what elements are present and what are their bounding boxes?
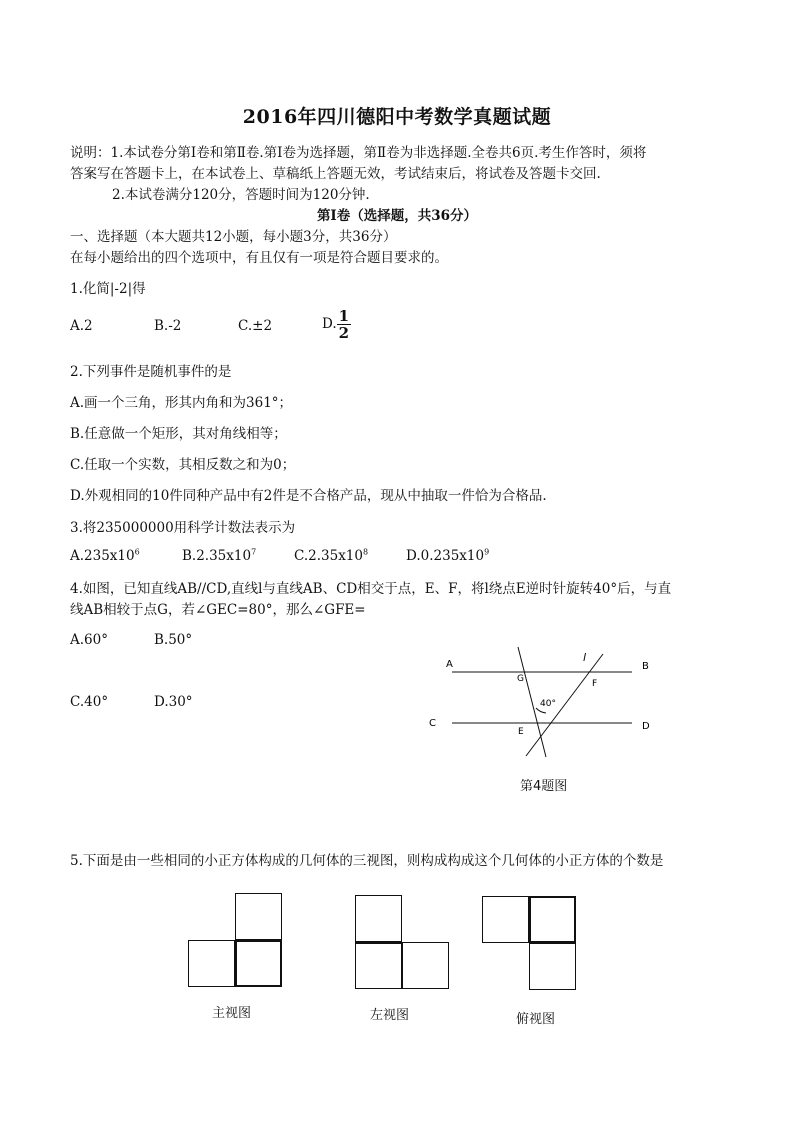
q3-a-base: A.235x10 [70, 548, 135, 564]
q4-stem-line-2: 线AB相较于点G，若∠GEC=80°，那么∠GFE= [70, 602, 366, 618]
left-view-label: 左视图 [370, 1008, 410, 1023]
q4-figure-caption: 第4题图 [520, 779, 568, 794]
q1-stem: 1.化简|-2|得 [70, 281, 146, 297]
label-f: F [592, 679, 598, 689]
label-a: A [446, 659, 453, 670]
angle-label: 40° [540, 699, 556, 709]
q1-option-c: C.±2 [238, 318, 273, 334]
q1-option-a: A.2 [70, 318, 93, 334]
notes-line-2: 答案写在答题卡上，在本试卷上、草稿纸上答题无效，考试结束后，将试卷及答题卡交回. [70, 166, 601, 182]
q1-fraction [337, 308, 351, 341]
q4-option-a: A.60° [70, 632, 108, 648]
section-heading: 第Ⅰ卷（选择题，共36分） [316, 208, 478, 224]
q2-option-b: B.任意做一个矩形，其对角线相等； [70, 426, 287, 442]
q4-stem-line-1: 4.如图，已知直线AB//CD,直线l与直线AB、CD相交于点，E、F，将l绕点E逆时针旋转40°后，与直 [70, 581, 672, 597]
q1-option-d [322, 308, 351, 341]
q3-c-exponent: 8 [363, 547, 369, 557]
q4-option-d: D.30° [154, 694, 193, 710]
label-l: l [583, 651, 587, 664]
part-heading: 一、选择题（本大题共12小题，每小题3分，共36分） [70, 229, 397, 245]
view-square [235, 940, 282, 987]
fraction-numerator: 1 [338, 307, 350, 325]
view-square [355, 942, 402, 989]
q3-option-a [70, 548, 140, 564]
view-square [355, 895, 402, 942]
part-instruction: 在每小题给出的四个选项中，有且仅有一项是符合题目要求的。 [70, 250, 448, 266]
q3-d-base: D.0.235x10 [406, 548, 485, 564]
q3-c-base: C.2.35x10 [294, 548, 363, 564]
view-square [529, 943, 576, 990]
q3-option-d [406, 548, 489, 564]
q1-option-b: B.-2 [154, 318, 182, 334]
line-l [526, 654, 603, 756]
q3-b-base: B.2.35x10 [182, 548, 252, 564]
top-view-label: 俯视图 [516, 1012, 556, 1027]
view-square [402, 942, 449, 989]
q2-option-c: C.任取一个实数，其相反数之和为0； [70, 457, 296, 473]
q3-option-c [294, 548, 368, 564]
q2-option-d: D.外观相同的10件同种产品中有2件是不合格产品，现从中抽取一件恰为合格品. [70, 488, 547, 504]
label-c: C [429, 718, 436, 729]
q5-stem: 5.下面是由一些相同的小正方体构成的几何体的三视图，则构成构成这个几何体的小正方体的个数是 [70, 853, 664, 869]
label-g: G [517, 674, 524, 684]
page-title: 2016年四川德阳中考数学真题试题 [242, 106, 552, 128]
notes-line-3: 2.本试卷满分120分，答题时间为120分钟. [112, 187, 370, 203]
label-b: B [642, 661, 649, 672]
front-view-label: 主视图 [212, 1006, 252, 1021]
q3-b-exponent: 7 [251, 547, 257, 557]
q1-option-d-prefix: D. [322, 316, 337, 332]
q4-option-c: C.40° [70, 694, 109, 710]
label-e: E [518, 727, 524, 737]
view-square [482, 896, 529, 943]
fraction-denominator: 2 [338, 324, 350, 342]
label-d: D [642, 721, 650, 732]
q4-figure [420, 640, 670, 765]
q3-stem: 3.将235000000用科学计数法表示为 [70, 520, 296, 536]
q2-option-a: A.画一个三角，形其内角和为361°； [70, 395, 293, 411]
q3-option-b [182, 548, 256, 564]
view-square [235, 893, 282, 940]
q4-option-b: B.50° [154, 632, 193, 648]
q2-stem: 2.下列事件是随机事件的是 [70, 364, 232, 380]
q3-a-exponent: 6 [134, 547, 140, 557]
view-square [529, 896, 576, 943]
q3-d-exponent: 9 [484, 547, 490, 557]
notes-line-1: 说明：1.本试卷分第Ⅰ卷和第Ⅱ卷.第Ⅰ卷为选择题，第Ⅱ卷为非选择题.全卷共6页.考生作答时，须将 [70, 145, 647, 161]
view-square [188, 940, 235, 987]
